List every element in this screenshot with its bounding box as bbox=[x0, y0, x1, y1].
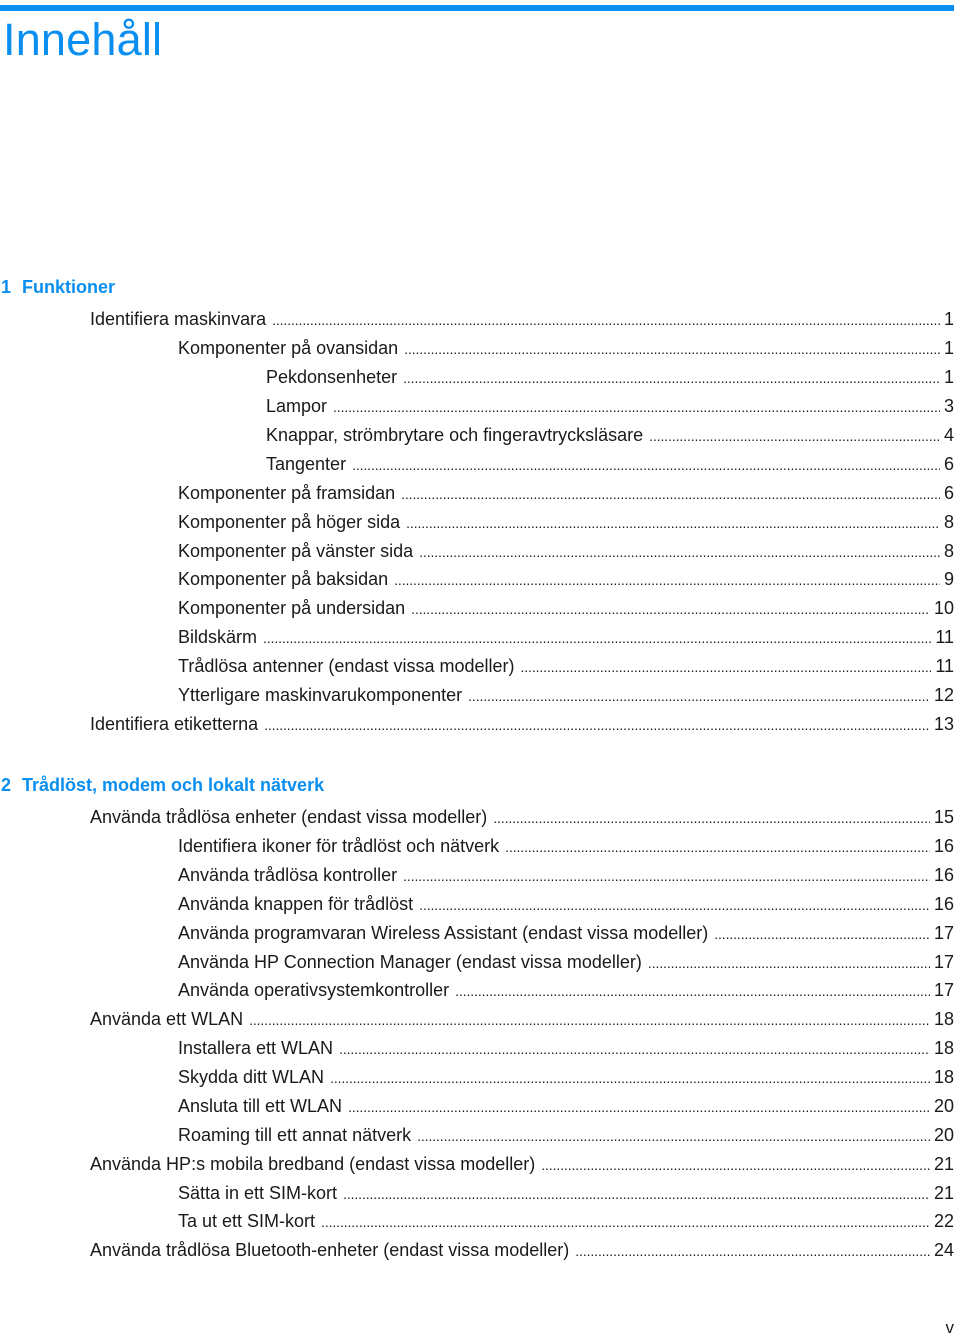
toc-entry[interactable] bbox=[178, 976, 954, 1005]
toc-entry-label: Komponenter på undersidan bbox=[178, 598, 406, 618]
toc-entry[interactable] bbox=[178, 537, 954, 566]
page-title: Innehåll bbox=[3, 14, 163, 65]
dot-leader bbox=[649, 422, 940, 451]
chapter-title: Trådlöst, modem och lokalt nätverk bbox=[22, 775, 325, 795]
toc-entry-page: 21 bbox=[933, 1154, 954, 1174]
toc-entry-page: 22 bbox=[933, 1211, 954, 1231]
toc-entry-label: Tangenter bbox=[266, 454, 347, 474]
toc-entry-label: Använda trådlösa Bluetooth-enheter (endast vissa modeller) bbox=[90, 1240, 570, 1260]
toc-entry-page: 16 bbox=[933, 894, 954, 914]
toc-entry-page: 20 bbox=[933, 1125, 954, 1145]
toc-entry-page: 13 bbox=[933, 714, 954, 734]
dot-leader bbox=[411, 595, 930, 624]
dot-leader bbox=[648, 949, 930, 978]
toc-entry-page: 11 bbox=[935, 656, 954, 676]
page-number: v bbox=[945, 1318, 954, 1337]
toc-entry[interactable] bbox=[178, 861, 954, 890]
toc-entry-page: 1 bbox=[943, 309, 954, 329]
toc-entry[interactable] bbox=[266, 421, 954, 450]
toc-entry-label: Pekdonsenheter bbox=[266, 367, 398, 387]
toc-entry[interactable] bbox=[178, 1179, 954, 1208]
toc-entry[interactable] bbox=[90, 1236, 954, 1265]
dot-leader bbox=[714, 920, 930, 949]
toc-entry-page: 17 bbox=[933, 980, 954, 1000]
dot-leader bbox=[455, 977, 930, 1006]
toc-entry-label: Identifiera maskinvara bbox=[90, 309, 267, 329]
toc-entry-label: Använda HP Connection Manager (endast vissa modeller) bbox=[178, 952, 642, 972]
dot-leader bbox=[419, 891, 930, 920]
toc-entry-label: Använda HP:s mobila bredband (endast vissa modeller) bbox=[90, 1154, 536, 1174]
toc-entry-page: 12 bbox=[933, 685, 954, 705]
toc-entry[interactable] bbox=[178, 652, 954, 681]
toc-entry[interactable] bbox=[178, 623, 954, 652]
dot-leader bbox=[404, 335, 940, 364]
toc-entry-page: 3 bbox=[943, 396, 954, 416]
toc-entry-page: 8 bbox=[943, 512, 954, 532]
toc-entry-label: Komponenter på höger sida bbox=[178, 512, 401, 532]
toc-entry-label: Roaming till ett annat nätverk bbox=[178, 1125, 412, 1145]
toc-entry[interactable] bbox=[178, 508, 954, 537]
toc-entry[interactable] bbox=[178, 565, 954, 594]
toc-entry-page: 16 bbox=[933, 865, 954, 885]
toc-entry-page: 6 bbox=[943, 454, 954, 474]
dot-leader bbox=[406, 509, 940, 538]
toc-entry-label: Använda knappen för trådlöst bbox=[178, 894, 414, 914]
toc-entry-label: Använda ett WLAN bbox=[90, 1009, 244, 1029]
toc-entry-page: 4 bbox=[943, 425, 954, 445]
toc-entry-page: 20 bbox=[933, 1096, 954, 1116]
dot-leader bbox=[343, 1180, 930, 1209]
dot-leader bbox=[272, 306, 940, 335]
dot-leader bbox=[575, 1237, 930, 1266]
toc-entry-page: 16 bbox=[933, 836, 954, 856]
toc-entry[interactable] bbox=[178, 1121, 954, 1150]
toc-entry-page: 6 bbox=[943, 483, 954, 503]
toc-entry-label: Ytterligare maskinvarukomponenter bbox=[178, 685, 463, 705]
toc-entry-label: Skydda ditt WLAN bbox=[178, 1067, 325, 1087]
toc-entry[interactable] bbox=[178, 334, 954, 363]
toc-entry[interactable] bbox=[178, 1063, 954, 1092]
toc-entry[interactable] bbox=[178, 479, 954, 508]
toc-entry[interactable] bbox=[178, 1092, 954, 1121]
toc-entry[interactable] bbox=[178, 1034, 954, 1063]
toc-entry[interactable] bbox=[178, 1207, 954, 1236]
dot-leader bbox=[333, 393, 940, 422]
toc-entry-label: Lampor bbox=[266, 396, 328, 416]
dot-leader bbox=[249, 1006, 930, 1035]
toc-entry-label: Använda operativsystemkontroller bbox=[178, 980, 450, 1000]
toc-entry-label: Komponenter på framsidan bbox=[178, 483, 396, 503]
dot-leader bbox=[394, 566, 940, 595]
toc-entry-page: 1 bbox=[943, 338, 954, 358]
toc-entry-label: Ta ut ett SIM-kort bbox=[178, 1211, 316, 1231]
toc-entry-label: Installera ett WLAN bbox=[178, 1038, 334, 1058]
dot-leader bbox=[541, 1151, 930, 1180]
dot-leader bbox=[401, 480, 940, 509]
toc-entry-page: 8 bbox=[943, 541, 954, 561]
toc-entry[interactable] bbox=[178, 594, 954, 623]
toc-entry-label: Sätta in ett SIM-kort bbox=[178, 1183, 338, 1203]
dot-leader bbox=[493, 804, 930, 833]
toc-entry-page: 15 bbox=[933, 807, 954, 827]
toc-entry-page: 17 bbox=[933, 952, 954, 972]
dot-leader bbox=[403, 862, 930, 891]
toc-entry-label: Komponenter på ovansidan bbox=[178, 338, 399, 358]
toc-entry-label: Ansluta till ett WLAN bbox=[178, 1096, 343, 1116]
toc-entry[interactable] bbox=[266, 363, 954, 392]
toc-entry-label: Bildskärm bbox=[178, 627, 258, 647]
dot-leader bbox=[468, 682, 930, 711]
toc-entry-label: Använda programvaran Wireless Assistant (endast vissa modeller) bbox=[178, 923, 709, 943]
toc-entry[interactable] bbox=[90, 1150, 954, 1179]
chapter-number: 2 bbox=[1, 775, 12, 795]
toc-entry-label: Trådlösa antenner (endast vissa modeller) bbox=[178, 656, 515, 676]
header-rule bbox=[0, 5, 954, 11]
toc-entry-page: 18 bbox=[933, 1038, 954, 1058]
toc-entry-page: 18 bbox=[933, 1009, 954, 1029]
dot-leader bbox=[505, 833, 930, 862]
toc-entry[interactable] bbox=[90, 710, 954, 739]
toc-entry-page: 9 bbox=[943, 569, 954, 589]
chapter-number: 1 bbox=[1, 277, 12, 297]
dot-leader bbox=[264, 711, 930, 740]
toc-entry-label: Identifiera etiketterna bbox=[90, 714, 259, 734]
dot-leader bbox=[352, 451, 940, 480]
toc-entry-page: 18 bbox=[933, 1067, 954, 1087]
dot-leader bbox=[330, 1064, 930, 1093]
toc-entry-label: Identifiera ikoner för trådlöst och nätverk bbox=[178, 836, 500, 856]
toc-entry[interactable] bbox=[266, 392, 954, 421]
toc-entry-label: Använda trådlösa enheter (endast vissa modeller) bbox=[90, 807, 488, 827]
chapter-title: Funktioner bbox=[22, 277, 115, 297]
dot-leader bbox=[521, 653, 932, 682]
dot-leader bbox=[321, 1208, 930, 1237]
toc-entry[interactable] bbox=[178, 948, 954, 977]
toc-entry-label: Använda trådlösa kontroller bbox=[178, 865, 398, 885]
toc-entry[interactable] bbox=[178, 832, 954, 861]
chapter-heading-2[interactable] bbox=[0, 771, 324, 800]
dot-leader bbox=[419, 538, 940, 567]
toc-entry[interactable] bbox=[90, 803, 954, 832]
toc-entry[interactable] bbox=[90, 305, 954, 334]
dot-leader bbox=[417, 1122, 930, 1151]
dot-leader bbox=[403, 364, 940, 393]
toc-entry-label: Komponenter på vänster sida bbox=[178, 541, 414, 561]
dot-leader bbox=[348, 1093, 930, 1122]
dot-leader bbox=[339, 1035, 930, 1064]
toc-entry[interactable] bbox=[178, 681, 954, 710]
toc-entry-page: 17 bbox=[933, 923, 954, 943]
toc-entry-page: 24 bbox=[933, 1240, 954, 1260]
toc-entry-label: Knappar, strömbrytare och fingeravtrycksläsare bbox=[266, 425, 644, 445]
toc-entry-page: 21 bbox=[933, 1183, 954, 1203]
dot-leader bbox=[263, 624, 931, 653]
toc-entry[interactable] bbox=[178, 890, 954, 919]
chapter-heading-1[interactable] bbox=[0, 273, 115, 302]
toc-entry-label: Komponenter på baksidan bbox=[178, 569, 389, 589]
toc-entry-page: 10 bbox=[933, 598, 954, 618]
toc-entry-page: 1 bbox=[943, 367, 954, 387]
toc-entry[interactable] bbox=[90, 1005, 954, 1034]
toc-entry-page: 11 bbox=[935, 627, 954, 647]
toc-entry[interactable] bbox=[266, 450, 954, 479]
toc-entry[interactable] bbox=[178, 919, 954, 948]
